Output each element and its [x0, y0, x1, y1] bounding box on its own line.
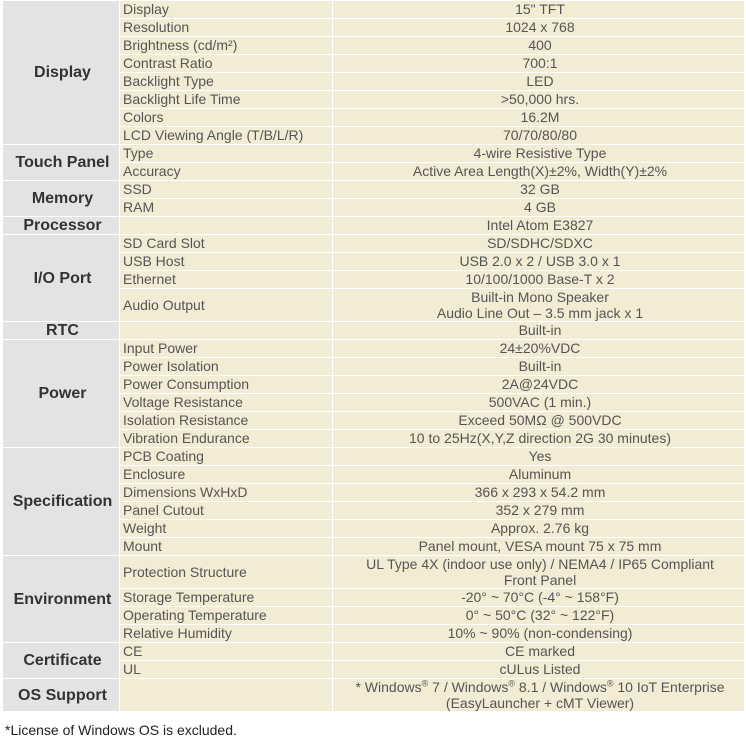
spec-row [3, 1, 745, 19]
attribute-value [333, 199, 745, 217]
value-line: 352 x 279 mm [495, 502, 585, 518]
category-label: Touch Panel [3, 145, 120, 181]
attribute-value [333, 217, 745, 235]
category-label: Specification [3, 448, 120, 556]
value-line: UL Type 4X (indoor use only) / NEMA4 / IP65 Compliant [366, 556, 714, 572]
value-line: Approx. 2.76 kg [490, 520, 590, 536]
attribute-name: Panel Cutout [120, 502, 333, 520]
value-line: CE marked [504, 643, 576, 659]
attribute-name: Ethernet [120, 271, 333, 289]
attribute-value [333, 412, 745, 430]
value-line: 4 GB [524, 199, 556, 215]
attribute-value [333, 19, 745, 37]
spec-table-body [3, 1, 745, 712]
attribute-name: Operating Temperature [120, 607, 333, 625]
attribute-value [333, 607, 745, 625]
attribute-value [333, 679, 745, 712]
value-line: SD/SDHC/SDXC [487, 235, 593, 251]
spec-row [3, 340, 745, 358]
attribute-name: Backlight Life Time [120, 91, 333, 109]
attribute-value [333, 484, 745, 502]
attribute-name: RAM [120, 199, 333, 217]
attribute-name: LCD Viewing Angle (T/B/L/R) [120, 127, 333, 145]
attribute-name: Colors [120, 109, 333, 127]
attribute-name-empty [120, 217, 333, 235]
attribute-name: Mount [120, 538, 333, 556]
attribute-name: Weight [120, 520, 333, 538]
attribute-value [333, 340, 745, 358]
value-line: 700:1 [522, 55, 558, 71]
value-line: 500VAC (1 min.) [488, 394, 592, 410]
attribute-value [333, 643, 745, 661]
value-line: Aluminum [508, 466, 572, 482]
value-line: 70/70/80/80 [503, 127, 577, 143]
value-line: Audio Line Out – 3.5 mm jack x 1 [436, 305, 644, 321]
attribute-value [333, 556, 745, 589]
attribute-name: Input Power [120, 340, 333, 358]
spec-row [3, 217, 745, 235]
attribute-value [333, 127, 745, 145]
value-line: 4-wire Resistive Type [473, 145, 607, 161]
attribute-value [333, 376, 745, 394]
value-line: 10/100/1000 Base-T x 2 [465, 271, 615, 287]
category-label: Environment [3, 556, 120, 643]
attribute-name: Accuracy [120, 163, 333, 181]
attribute-name: SSD [120, 181, 333, 199]
value-line: >50,000 hrs. [500, 91, 580, 107]
attribute-name: Protection Structure [120, 556, 333, 589]
attribute-value [333, 109, 745, 127]
category-label: Processor [3, 217, 120, 235]
value-line: 400 [528, 37, 552, 53]
attribute-value [333, 661, 745, 679]
spec-row [3, 145, 745, 163]
attribute-value [333, 253, 745, 271]
value-line: 16.2M [520, 109, 560, 125]
value-line: Front Panel [503, 572, 577, 588]
attribute-name: Enclosure [120, 466, 333, 484]
attribute-value [333, 430, 745, 448]
value-line: 1024 x 768 [505, 19, 575, 35]
spec-row [3, 643, 745, 661]
attribute-name: Relative Humidity [120, 625, 333, 643]
value-line: 24±20%VDC [499, 340, 581, 356]
attribute-name: Contrast Ratio [120, 55, 333, 73]
value-line: 10 to 25Hz(X,Y,Z direction 2G 30 minutes) [409, 430, 671, 446]
spec-row [3, 322, 745, 340]
category-label: Power [3, 340, 120, 448]
value-line: Active Area Length(X)±2%, Width(Y)±2% [412, 163, 668, 179]
value-line: Built-in Mono Speaker [471, 289, 609, 305]
value-line: 10% ~ 90% (non-condensing) [447, 625, 633, 641]
attribute-value [333, 235, 745, 253]
spec-table [2, 0, 745, 712]
attribute-value [333, 163, 745, 181]
value-line: LED [526, 73, 554, 89]
attribute-name: Type [120, 145, 333, 163]
attribute-name: Voltage Resistance [120, 394, 333, 412]
attribute-value [333, 73, 745, 91]
attribute-name: Audio Output [120, 289, 333, 322]
value-line: USB 2.0 x 2 / USB 3.0 x 1 [459, 253, 621, 269]
attribute-value [333, 37, 745, 55]
category-label: I/O Port [3, 235, 120, 322]
attribute-name: SD Card Slot [120, 235, 333, 253]
spec-row [3, 448, 745, 466]
value-line: Built-in [518, 358, 562, 374]
spec-row [3, 235, 745, 253]
attribute-value [333, 322, 745, 340]
attribute-value [333, 358, 745, 376]
value-line: Yes [528, 448, 552, 464]
attribute-name: UL [120, 661, 333, 679]
attribute-value [333, 520, 745, 538]
attribute-value [333, 502, 745, 520]
value-line: Exceed 50MΩ @ 500VDC [458, 412, 622, 428]
attribute-value [333, 145, 745, 163]
attribute-value [333, 589, 745, 607]
value-line: -20° ~ 70°C (-4° ~ 158°F) [461, 589, 619, 605]
category-label: Memory [3, 181, 120, 217]
attribute-value [333, 91, 745, 109]
attribute-name: Power Consumption [120, 376, 333, 394]
attribute-name: Isolation Resistance [120, 412, 333, 430]
attribute-name: USB Host [120, 253, 333, 271]
attribute-value [333, 448, 745, 466]
attribute-value [333, 55, 745, 73]
footnote: *License of Windows OS is excluded. [5, 722, 237, 738]
attribute-value [333, 1, 745, 19]
attribute-value [333, 394, 745, 412]
value-line: Panel mount, VESA mount 75 x 75 mm [418, 538, 662, 554]
value-line: Built-in [518, 322, 562, 338]
value-line: 32 GB [520, 181, 560, 197]
attribute-name: Brightness (cd/m²) [120, 37, 333, 55]
spec-row [3, 679, 745, 712]
attribute-value [333, 271, 745, 289]
attribute-name: Backlight Type [120, 73, 333, 91]
attribute-name: Vibration Endurance [120, 430, 333, 448]
attribute-name: CE [120, 643, 333, 661]
spec-row [3, 181, 745, 199]
value-line: (EasyLauncher + cMT Viewer) [445, 695, 635, 711]
attribute-value [333, 625, 745, 643]
value-line: 366 x 293 x 54.2 mm [474, 484, 606, 500]
value-line: 15" TFT [515, 1, 565, 17]
attribute-value [333, 538, 745, 556]
spec-row [3, 556, 745, 589]
category-label: Certificate [3, 643, 120, 679]
attribute-name: Storage Temperature [120, 589, 333, 607]
value-line: * Windows® 7 / Windows® 8.1 / Windows® 10 IoT Enterprise [355, 678, 725, 695]
attribute-value [333, 181, 745, 199]
value-line: Intel Atom E3827 [486, 217, 594, 233]
value-line: 2A@24VDC [501, 376, 579, 392]
category-label: OS Support [3, 679, 120, 712]
category-label: RTC [3, 322, 120, 340]
attribute-name-empty [120, 322, 333, 340]
attribute-name: Dimensions WxHxD [120, 484, 333, 502]
attribute-name: Resolution [120, 19, 333, 37]
attribute-name-empty [120, 679, 333, 712]
attribute-name: Power Isolation [120, 358, 333, 376]
category-label: Display [3, 1, 120, 145]
value-line: 0° ~ 50°C (32° ~ 122°F) [465, 607, 615, 623]
attribute-name: Display [120, 1, 333, 19]
attribute-value [333, 466, 745, 484]
value-line: cULus Listed [499, 661, 581, 677]
attribute-name: PCB Coating [120, 448, 333, 466]
attribute-value [333, 289, 745, 322]
